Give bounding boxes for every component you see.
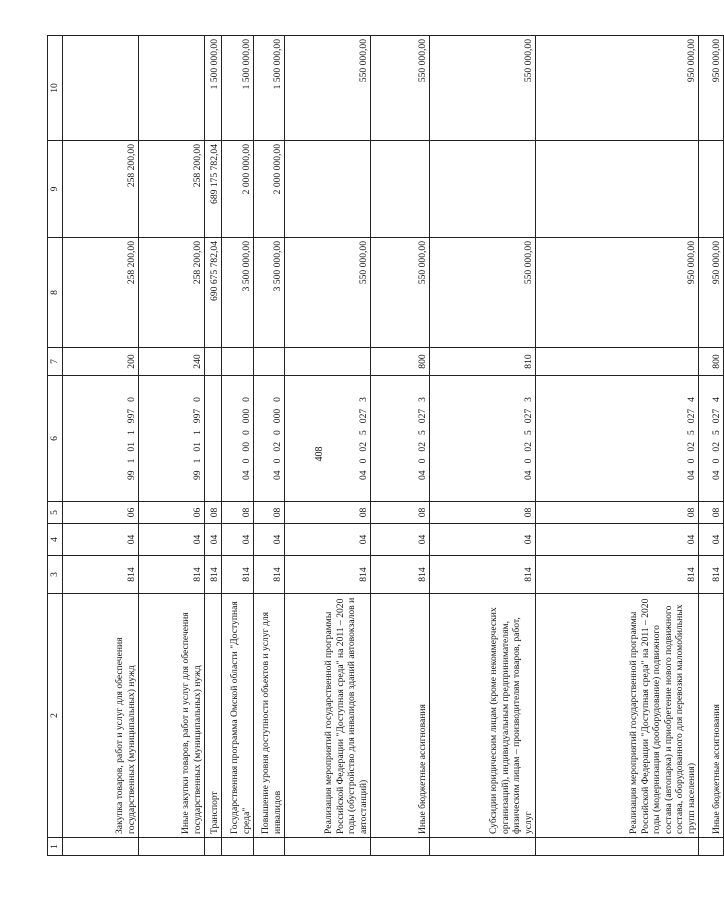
- cell-col1: [222, 838, 254, 856]
- cell-amount-col9: [285, 141, 371, 238]
- column-header-7: 7: [48, 348, 63, 376]
- row-name: Реализация мероприятий государственной программы Российской Федерации "Доступная среда" на 2011 – 2020 годы (обустройство для инвалидов зданий автовокзалов и автостанций): [285, 594, 371, 838]
- column-header-4: 4: [48, 524, 63, 556]
- table-row: [254, 36, 285, 856]
- target-code-part: 0: [191, 397, 203, 402]
- cell-amount-col9: [699, 141, 724, 238]
- cell-amount-col8: 550 000,00: [285, 238, 371, 348]
- column-header-5: 5: [48, 502, 63, 524]
- cell-code-col3: 814: [371, 556, 430, 594]
- cell-code-col5: 08: [699, 502, 724, 524]
- row-name: Субсидии юридическим лицам (кроме некоммерческих организаций), индивидуальным предпринимателям, физическим лицам – производителям товаров, работ, услуг: [430, 594, 536, 838]
- column-header-3: 3: [48, 556, 63, 594]
- target-code-part: 3: [416, 397, 428, 402]
- column-header-2: 2: [48, 594, 63, 838]
- target-code-part: 0: [271, 430, 283, 435]
- target-code-part: 0: [357, 458, 369, 464]
- target-code-part: 01: [125, 442, 137, 452]
- row-name: Закупка товаров, работ и услуг для обеспечения государственных (муниципальных) нужд: [63, 594, 139, 838]
- cell-amount-col10: 950 000,00: [699, 36, 724, 141]
- target-code-part: 5: [416, 430, 428, 435]
- target-code-part: 0: [125, 397, 137, 402]
- cell-code-col3: 814: [139, 556, 205, 594]
- cell-amount-col8: 3 500 000,00: [222, 238, 254, 348]
- target-code-part: 4: [710, 397, 722, 402]
- target-code-part: 02: [357, 442, 369, 452]
- target-code-part: 0: [240, 397, 252, 402]
- cell-amount-col9: 258 200,00: [63, 141, 139, 238]
- cell-code-col5: 08: [285, 502, 371, 524]
- target-code-part: 04: [271, 470, 283, 480]
- table-row: [699, 36, 724, 856]
- target-code-part: 02: [522, 442, 534, 452]
- target-code-part: 0: [240, 430, 252, 435]
- cell-target-code: [536, 376, 699, 502]
- target-code-part: 01: [191, 442, 203, 452]
- table-row: [222, 36, 254, 856]
- cell-code-col4: 04: [254, 524, 285, 556]
- cell-expense-type: 810: [430, 348, 536, 376]
- target-code-part: 04: [685, 470, 697, 480]
- cell-col1: [63, 838, 139, 856]
- header-row: [48, 36, 63, 856]
- cell-amount-col8: 3 500 000,00: [254, 238, 285, 348]
- cell-code-col5: 08: [205, 502, 222, 524]
- table-row: [63, 36, 139, 856]
- row-name: Транспорт: [205, 594, 222, 838]
- cell-code-col3: 814: [699, 556, 724, 594]
- cell-expense-type: 240: [139, 348, 205, 376]
- row-name: Повышение уровня доступности объектов и услуг для инвалидов: [254, 594, 285, 838]
- target-code-part: 027: [710, 408, 722, 424]
- cell-target-code: [63, 376, 139, 502]
- cell-expense-type: 200: [63, 348, 139, 376]
- target-code-part: 0: [685, 458, 697, 464]
- cell-expense-type: [254, 348, 285, 376]
- target-code-part: 000: [240, 408, 252, 424]
- table-row: [430, 36, 536, 856]
- target-code-part: 3: [357, 397, 369, 402]
- cell-code-col3: 814: [222, 556, 254, 594]
- column-header-1: 1: [48, 838, 63, 856]
- cell-code-col4: 04: [63, 524, 139, 556]
- cell-col1: [205, 838, 222, 856]
- target-code-part: 5: [522, 430, 534, 435]
- column-header-10: 10: [48, 36, 63, 141]
- cell-amount-col9: 689 175 782,04: [205, 141, 222, 238]
- cell-amount-col10: 550 000,00: [430, 36, 536, 141]
- target-code-part: 000: [271, 408, 283, 424]
- page-number: 408: [314, 446, 325, 462]
- column-header-6: 6: [48, 376, 63, 502]
- cell-col1: [254, 838, 285, 856]
- cell-expense-type: 800: [371, 348, 430, 376]
- cell-amount-col8: 550 000,00: [430, 238, 536, 348]
- cell-code-col4: 04: [699, 524, 724, 556]
- table-body: [63, 36, 724, 856]
- target-code-part: 1: [191, 430, 203, 435]
- cell-amount-col9: [536, 141, 699, 238]
- target-code-part: 997: [191, 408, 203, 424]
- rotated-table-container: [47, 36, 722, 856]
- target-code-part: 02: [685, 442, 697, 452]
- cell-target-code: [285, 376, 371, 502]
- target-code-part: 04: [522, 470, 534, 480]
- row-name: Государственная программа Омской области "Доступная среда": [222, 594, 254, 838]
- cell-code-col5: 06: [139, 502, 205, 524]
- table-row: [371, 36, 430, 856]
- cell-code-col4: 04: [205, 524, 222, 556]
- cell-code-col5: 08: [254, 502, 285, 524]
- table-row: [139, 36, 205, 856]
- target-code-part: 0: [271, 458, 283, 464]
- cell-amount-col8: 950 000,00: [699, 238, 724, 348]
- cell-amount-col10: 950 000,00: [536, 36, 699, 141]
- row-name: Иные бюджетные ассигнования: [371, 594, 430, 838]
- cell-expense-type: [285, 348, 371, 376]
- target-code-part: 04: [240, 470, 252, 480]
- cell-amount-col10: [139, 36, 205, 141]
- cell-code-col5: 08: [430, 502, 536, 524]
- cell-code-col4: 04: [371, 524, 430, 556]
- target-code-part: 997: [125, 408, 137, 424]
- cell-amount-col10: [63, 36, 139, 141]
- cell-code-col3: 814: [63, 556, 139, 594]
- column-header-9: 9: [48, 141, 63, 238]
- budget-table: [47, 35, 724, 856]
- cell-expense-type: 800: [699, 348, 724, 376]
- cell-expense-type: [222, 348, 254, 376]
- cell-amount-col8: 550 000,00: [371, 238, 430, 348]
- cell-amount-col10: 1 500 000,00: [205, 36, 222, 141]
- cell-col1: [139, 838, 205, 856]
- target-code-part: 0: [271, 397, 283, 402]
- cell-code-col5: 06: [63, 502, 139, 524]
- row-name: Иные бюджетные ассигнования: [699, 594, 724, 838]
- target-code-part: 5: [710, 430, 722, 435]
- cell-expense-type: [536, 348, 699, 376]
- cell-amount-col9: 258 200,00: [139, 141, 205, 238]
- cell-code-col4: 04: [536, 524, 699, 556]
- cell-amount-col9: 2 000 000,00: [222, 141, 254, 238]
- table-row: [536, 36, 699, 856]
- target-code-part: 1: [191, 458, 203, 464]
- target-code-part: 0: [522, 458, 534, 464]
- cell-col1: [699, 838, 724, 856]
- cell-amount-col9: [430, 141, 536, 238]
- cell-target-code: [254, 376, 285, 502]
- cell-code-col3: 814: [285, 556, 371, 594]
- target-code-part: 04: [710, 470, 722, 480]
- cell-code-col3: 814: [430, 556, 536, 594]
- cell-code-col4: 04: [222, 524, 254, 556]
- target-code-part: 4: [685, 397, 697, 402]
- cell-amount-col8: 258 200,00: [63, 238, 139, 348]
- target-code-part: 0: [240, 458, 252, 464]
- target-code-part: 99: [125, 470, 137, 480]
- column-header-8: 8: [48, 238, 63, 348]
- cell-expense-type: [205, 348, 222, 376]
- target-code-part: 99: [191, 470, 203, 480]
- cell-target-code: [430, 376, 536, 502]
- cell-code-col3: 814: [536, 556, 699, 594]
- cell-amount-col8: 950 000,00: [536, 238, 699, 348]
- target-code-part: 1: [125, 430, 137, 435]
- cell-amount-col10: 550 000,00: [371, 36, 430, 141]
- cell-target-code: [139, 376, 205, 502]
- cell-code-col3: 814: [205, 556, 222, 594]
- cell-amount-col9: [371, 141, 430, 238]
- cell-col1: [430, 838, 536, 856]
- table-row: [205, 36, 222, 856]
- target-code-part: 0: [416, 458, 428, 464]
- cell-col1: [371, 838, 430, 856]
- target-code-part: 1: [125, 458, 137, 464]
- row-name: Иные закупки товаров, работ и услуг для обеспечения государственных (муниципальных) нужд: [139, 594, 205, 838]
- target-code-part: 5: [357, 430, 369, 435]
- cell-amount-col8: 690 675 782,04: [205, 238, 222, 348]
- cell-code-col4: 04: [139, 524, 205, 556]
- cell-code-col5: 08: [536, 502, 699, 524]
- cell-target-code: [222, 376, 254, 502]
- cell-target-code: [371, 376, 430, 502]
- target-code-part: 04: [416, 470, 428, 480]
- target-code-part: 02: [710, 442, 722, 452]
- target-code-part: 5: [685, 430, 697, 435]
- cell-col1: [536, 838, 699, 856]
- cell-amount-col8: 258 200,00: [139, 238, 205, 348]
- target-code-part: 0: [710, 458, 722, 464]
- cell-amount-col9: 2 000 000,00: [254, 141, 285, 238]
- target-code-part: 3: [522, 397, 534, 402]
- target-code-part: 027: [357, 408, 369, 424]
- target-code-part: 027: [522, 408, 534, 424]
- target-code-part: 04: [357, 470, 369, 480]
- cell-code-col5: 08: [222, 502, 254, 524]
- cell-code-col4: 04: [285, 524, 371, 556]
- cell-col1: [285, 838, 371, 856]
- cell-code-col5: 08: [371, 502, 430, 524]
- target-code-part: 02: [271, 442, 283, 452]
- cell-amount-col10: 1 500 000,00: [222, 36, 254, 141]
- cell-amount-col10: 550 000,00: [285, 36, 371, 141]
- table-row: [285, 36, 371, 856]
- target-code-part: 02: [416, 442, 428, 452]
- target-code-part: 027: [685, 408, 697, 424]
- target-code-part: 027: [416, 408, 428, 424]
- row-name: Реализация мероприятий государственной программы Российской Федерации "Доступная среда" на 2011 – 2020 годы (модернизация (дооборудование) подвижного состава (автопарка) и приобретение нового подвижного состава, оборудованного для перевозки маломобильных групп населения): [536, 594, 699, 838]
- target-code-part: 00: [240, 442, 252, 452]
- cell-code-col3: 814: [254, 556, 285, 594]
- cell-code-col4: 04: [430, 524, 536, 556]
- cell-amount-col10: 1 500 000,00: [254, 36, 285, 141]
- cell-target-code: [205, 376, 222, 502]
- cell-target-code: [699, 376, 724, 502]
